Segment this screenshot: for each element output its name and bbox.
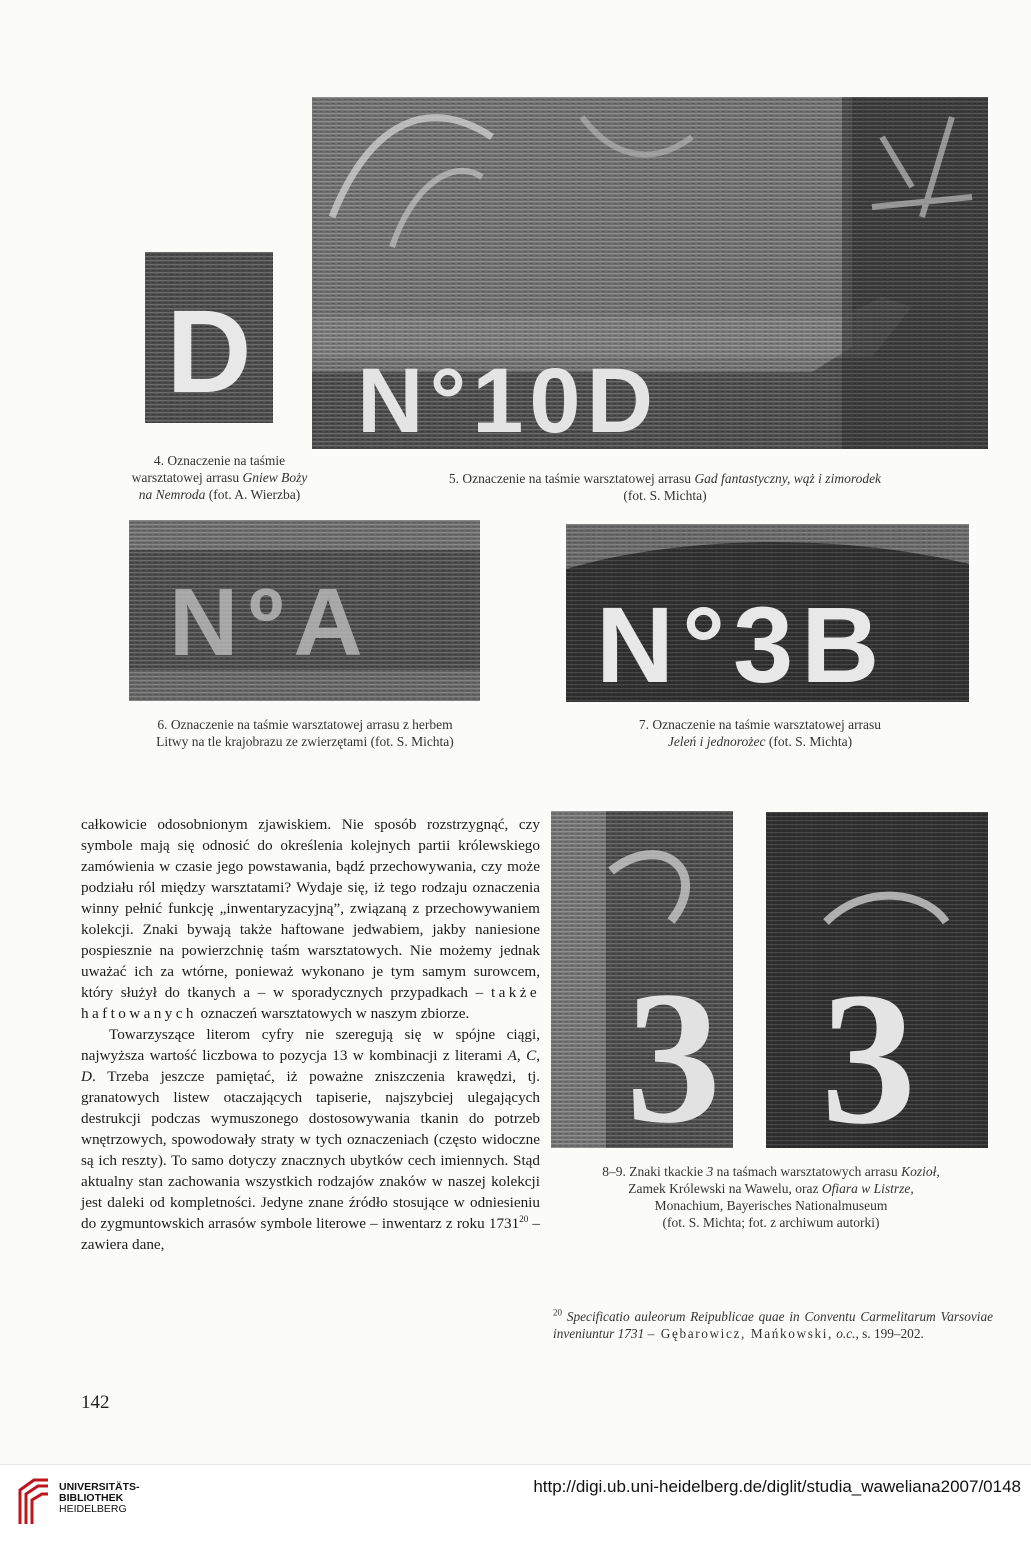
figure-9-photo bbox=[766, 812, 988, 1148]
figure-7-photo bbox=[566, 524, 969, 702]
figure-9-stamp: 3 bbox=[821, 954, 916, 1148]
library-logo-text: UNIVERSITÄTS- BIBLIOTHEK HEIDELBERG bbox=[59, 1481, 140, 1515]
figure-8-photo bbox=[551, 811, 733, 1148]
figure-5-caption: 5. Oznaczenie na taśmie warsztatowej arrasu Gad fantastyczny, wąż i zimorodek (fot. S. Michta) bbox=[448, 471, 882, 503]
page-number: 142 bbox=[81, 1392, 110, 1413]
footnote-20: $^{20}$ Specificatio auleorum Reipublicae quae in Conventu Carmelitarum Varsoviae inveniuntur 1731 – Gębarowicz, Mańkowski, o.c., s. 199–202. bbox=[553, 1307, 993, 1341]
source-url-link[interactable]: http://digi.ub.uni-heidelberg.de/diglit/studia_waweliana2007/0148 bbox=[533, 1477, 1021, 1496]
library-logo-icon bbox=[16, 1476, 50, 1528]
figure-4-photo bbox=[145, 252, 273, 423]
figure-5-stamp: N°10D bbox=[357, 350, 660, 449]
paragraph-1: całkowicie odosobnionym zjawiskiem. Nie sposób rozstrzygnąć, czy symbole mają się odnosić do określenia kolejnych partii królewskiego zamówienia w czasie jego powstawania, bądź przechowywania, czy może podziału ról między warsztatami? Wydaje się, iż tego rodzaju oznaczenia winny pełnić funkcję „inwentaryzacyjną”, związaną z przechowywaniem kolekcji. Znaki bywają także haftowane jedwabiem, jakby naniesione pospiesznie na powierzchnię taśm warsztatowych. Nie możemy jednak uważać ich za wtórne, ponieważ wykonano je tym samym surowcem, który służył do tkanych a – w sporadycznych przypadkach – także haftowanych oznaczeń warsztatowych w naszym zbiorze. bbox=[81, 816, 541, 1022]
figure-8-9-caption: 8–9. Znaki tkackie 3 na taśmach warsztatowych arrasu Kozioł, Zamek Królewski na Wawelu, oraz Ofiara w Listrze, Monachium, Bayerisches Nationalmuseum (fot. S. Michta; fot. z archiwum autorki) bbox=[602, 1164, 940, 1230]
body-text bbox=[81, 814, 540, 1255]
figure-6-caption: 6. Oznaczenie na taśmie warsztatowej arrasu z herbem Litwy na tle krajobrazu ze zwierzętami (fot. S. Michta) bbox=[156, 717, 454, 749]
figure-4-letter: D bbox=[166, 286, 252, 418]
figure-7-caption: 7. Oznaczenie na taśmie warsztatowej arrasu Jeleń i jednorożec (fot. S. Michta) bbox=[638, 717, 882, 749]
figure-5-photo bbox=[312, 97, 988, 449]
figure-4-caption: 4. Oznaczenie na taśmie warsztatowej arrasu Gniew Boży na Nemroda (fot. A. Wierzba) bbox=[131, 453, 308, 502]
figure-7-stamp: N°3B bbox=[596, 584, 888, 702]
figure-8-stamp: 3 bbox=[626, 953, 721, 1148]
footer-bar bbox=[0, 1464, 1031, 1541]
figure-6-stamp: NºA bbox=[169, 569, 373, 676]
paragraph-2: Towarzyszące literom cyfry nie szeregują się w spójne ciągi, najwyższa wartość liczbowa to pozycja 13 w kombinacji z literami A, C, D. Trzeba jeszcze pamiętać, iż poważne zniszczenia krawędzi, tj. granatowych listew otaczających tapiserie, najszybciej ulegających destrukcji podczas wymuszonego dostosowywania tkanin do potrzeb wnętrzowych, spowodowały straty w tych oznaczeniach (często widoczne są ich reszty). To samo dotyczy znacznych ubytków cech imiennych. Stąd aktualny stan zachowania wszystkich rodzajów znaków w naszej kolekcji jest daleki od kompletności. Jedyne znane źródło stosujące w odniesieniu do zygmuntowskich arrasów symbole literowe – inwentarz z roku 1731$^{20}$ – zawiera dane, bbox=[81, 1026, 541, 1253]
figure-6-photo bbox=[129, 520, 480, 701]
